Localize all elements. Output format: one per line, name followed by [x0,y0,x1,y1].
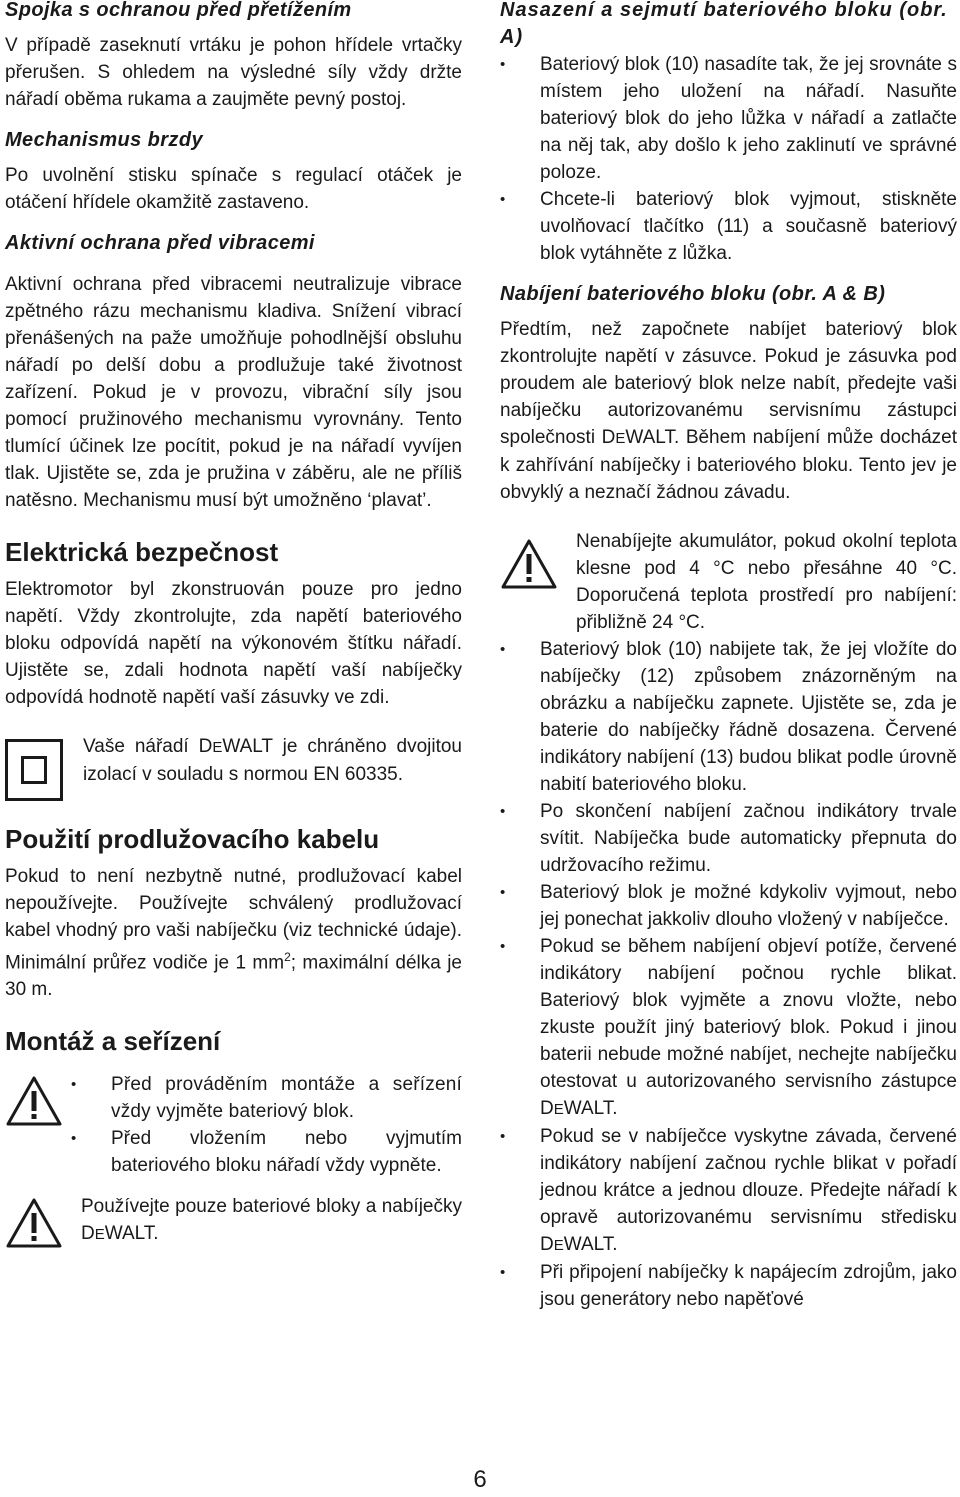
right-column [500,0,957,1313]
page-number: 6 [473,1466,487,1493]
insert-battery-list [500,51,957,267]
electrical-heading: Elektrická bezpečnost [5,537,279,567]
assembly-warning-block [5,1071,462,1179]
list-item: • Bateriový blok (10) nasadíte tak, že jej srovnáte s místem jeho uložení na nářadí. Nasuňte bateriový blok do jeho lůžka v nářadí a zatlačte na něj tak, aby došlo k jeho zaklinutí ve správné poloze. [500,51,957,186]
electrical-paragraph: Elektromotor byl zkonstruován pouze pro jedno napětí. Vždy zkontrolujte, zda napětí bateriového bloku odpovídá napětí na výkonovém štítku nářadí. Ujistěte se, zdali hodnota napětí vaší nabíječky odpovídá hodnotě napětí vaší zásuvky ve zdi. [5,579,462,708]
assembly-heading: Montáž a seřízení [5,1026,221,1057]
assembly-list [71,1071,462,1179]
charging-heading: Nabíjení bateriového bloku (obr. A & B) [500,283,886,305]
charging-paragraph: Předtím, než započnete nabíjet bateriový blok zkontrolujte napětí v zásuvce. Pokud je zásuvka pod proudem ale bateriový blok nelze nabít, předejte vaši nabíječku autorizovanému servisnímu zástupci společnosti DEWALT. Během nabíjení může docházet k zahřívání nabíječky i bateriového bloku. Tento jev je obvyklý a neznačí žádnou závadu. [500,319,957,503]
brake-paragraph: Po uvolnění stisku spínače s regulací otáček je otáčení hřídele okamžitě zastaveno. [5,165,462,213]
double-insulation-block [5,733,462,801]
charging-list [500,636,957,1313]
vibration-paragraph: Aktivní ochrana před vibracemi neutralizuje vibrace zpětného rázu mechanismu kladiva. Snížení vibrací přenášených na paže umožňuje pohodlnější obsluhu nářadí po delší dobu a prodlužuje také životnost zařízení. Pokud je v provozu, vibrační síly jsou pomocí pružinového mechanismu vyrovnány. Tento tlumící účinek lze pocítit, pokud je na nářadí vyvíjen tlak. Ujistěte se, zda je pružina v záběru, ale ne příliš natěsno. Mechanismu musí být umožněno ‘plavat’. [5,274,462,511]
clutch-paragraph: V případě zaseknutí vrtáku je pohon hřídele vrtačky přerušen. S ohledem na výsledné síly vždy držte nářadí oběma rukama a zaujměte pevný postoj. [5,35,462,110]
list-item: • Pokud se v nabíječce vyskytne závada, červené indikátory nabíjení začnou rychle blikat v pořadí jednou krátce a jednou dlouze. Předejte nářadí k opravě autorizovanému servisnímu středisku DEWALT. [500,1123,957,1259]
temperature-warning-text: Nenabíjejte akumulátor, pokud okolní teplota klesne pod 4 °C nebo přesáhne 40 °C. Doporučená teplota prostředí pro nabíjení: přibližně 24 °C. [576,531,957,633]
list-item: • Při připojení nabíječky k napájecím zdrojům, jako jsou generátory nebo napěťové [500,1259,957,1313]
double-insulation-text: Vaše nářadí DEWALT je chráněno dvojitou izolací v souladu s normou EN 60335. [83,736,462,785]
left-column [5,0,462,1249]
dewalt-only-warning-block [5,1193,462,1249]
vibration-heading: Aktivní ochrana před vibracemi [5,232,315,254]
list-item: • Před prováděním montáže a seřízení vždy vyjměte bateriový blok. [71,1071,462,1125]
warning-triangle-icon [5,1075,63,1127]
list-item: • Bateriový blok (10) nabijete tak, že jej vložíte do nabíječky (12) způsobem znázorněným na obrázku a nabíječku zapnete. Ujistěte se, zda je baterie do nabíječky řádně dosazena. Červené indikátory nabíjení (13) budou blikat podle úrovně nabití bateriového bloku. [500,636,957,798]
extension-heading: Použití prodlužovacího kabelu [5,824,380,854]
list-item: • Bateriový blok je možné kdykoliv vyjmout, nebo jej ponechat jakkoliv dlouho vložený v nabíječce. [500,879,957,933]
list-item: • Chcete-li bateriový blok vyjmout, stiskněte uvolňovací tlačítko (11) a současně bateriový blok vytáhněte z lůžka. [500,186,957,267]
clutch-heading: Spojka s ochranou před přetížením [5,0,352,21]
dewalt-only-warning-text: Používejte pouze bateriové bloky a nabíječky DEWALT. [81,1196,462,1245]
insert-battery-heading: Nasazení a sejmutí bateriového bloku (obr. A) [500,0,948,48]
double-insulation-icon [5,739,63,801]
list-item: • Po skončení nabíjení začnou indikátory trvale svítit. Nabíječka bude automaticky přepnuta do udržovacího režimu. [500,798,957,879]
warning-triangle-icon [5,1197,63,1249]
temperature-warning-block [500,528,957,636]
warning-triangle-icon [500,538,558,590]
extension-paragraph: Pokud to není nezbytně nutné, prodlužovací kabel nepoužívejte. Používejte schválený prodlužovací kabel vhodný pro vaši nabíječku (viz technické údaje). Minimální průřez vodiče je 1 $mm^2$; maximální délka je 30 m. [5,866,462,1001]
list-item: • Pokud se během nabíjení objeví potíže, červené indikátory nabíjení počnou rychle blikat. Bateriový blok vyjměte a znovu vložte, nebo zkuste použít jiný bateriový blok. Pokud i jinou baterii nebude možné nabíjet, nechejte nabíječku otestovat u autorizovaného servisního zástupce DEWALT. [500,933,957,1123]
brake-heading: Mechanismus brzdy [5,129,203,151]
list-item: • Před vložením nebo vyjmutím bateriového bloku nářadí vždy vypněte. [71,1125,462,1179]
